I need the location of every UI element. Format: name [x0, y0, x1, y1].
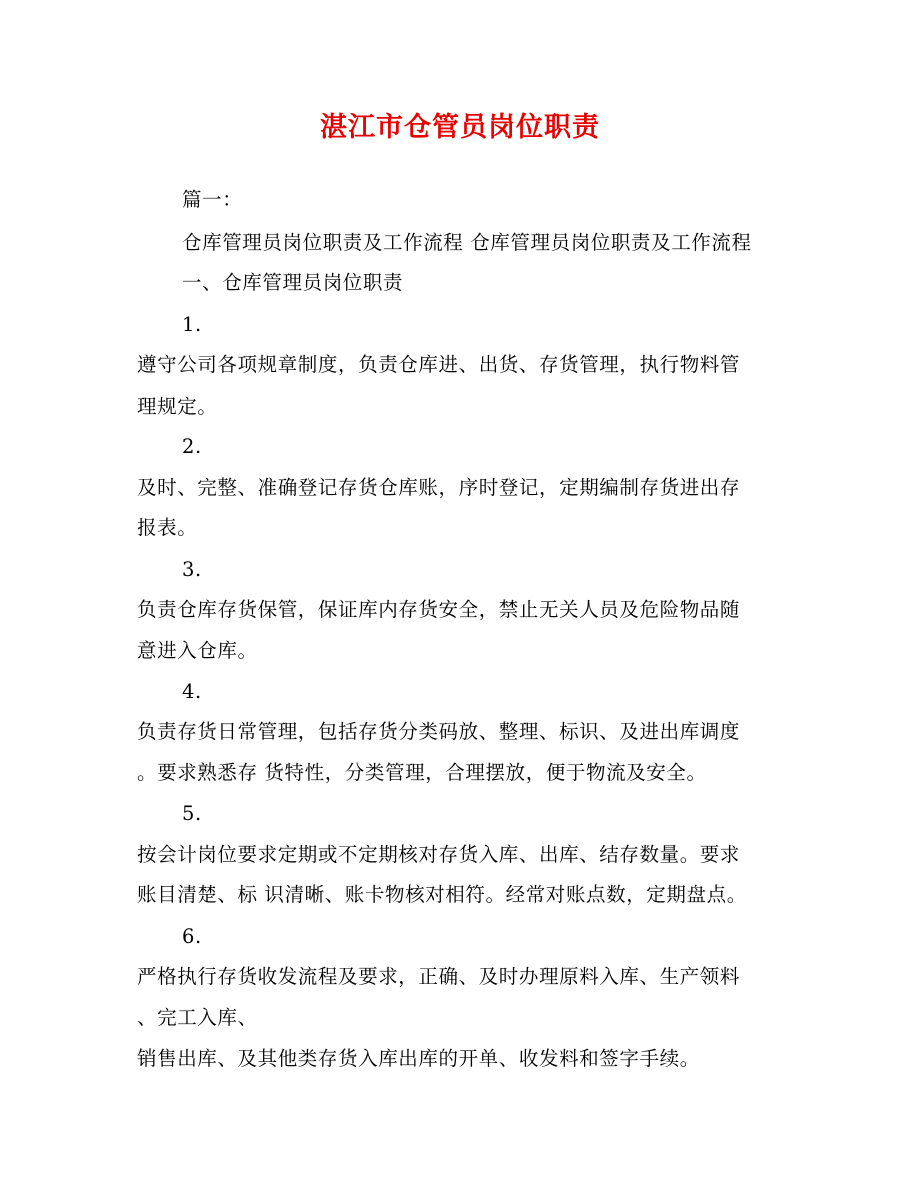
- section-heading: 一、仓库管理员岗位职责: [182, 271, 404, 294]
- document-subtitle: 仓库管理员岗位职责及工作流程 仓库管理员岗位职责及工作流程: [182, 231, 752, 254]
- item-text-line: 账目清楚、标 识清晰、账卡物核对相符。经常对账点数，定期盘点。: [137, 883, 747, 906]
- item-text-line: 遵守公司各项规章制度，负责仓库进、出货、存货管理，执行物料管: [137, 353, 741, 376]
- item-text-line: 意进入仓库。: [137, 639, 258, 662]
- item-text-line: 报表。: [137, 516, 198, 539]
- item-text-line: 销售出库、及其他类存货入库出库的开单、收发料和签字手续。: [137, 1047, 700, 1070]
- item-number: 2.: [182, 435, 202, 458]
- document-title: 湛江市仓管员岗位职责: [320, 112, 600, 143]
- item-text-line: 、完工入库、: [137, 1006, 258, 1029]
- item-text-line: 。要求熟悉存 货特性，分类管理，合理摆放，便于物流及安全。: [137, 761, 707, 784]
- part-label: 篇一：: [182, 188, 243, 211]
- item-text-line: 负责仓库存货保管，保证库内存货安全，禁止无关人员及危险物品随: [137, 598, 741, 621]
- item-text-line: 严格执行存货收发流程及要求，正确、及时办理原料入库、生产领料: [137, 965, 741, 988]
- item-number: 5.: [182, 802, 202, 825]
- item-number: 6.: [182, 925, 202, 948]
- item-number: 3.: [182, 558, 202, 581]
- item-text-line: 按会计岗位要求定期或不定期核对存货入库、出库、结存数量。要求: [137, 843, 741, 866]
- item-number: 1.: [182, 313, 202, 336]
- item-text-line: 理规定。: [137, 395, 218, 418]
- item-number: 4.: [182, 680, 202, 703]
- item-text-line: 负责存货日常管理，包括存货分类码放、整理、标识、及进出库调度: [137, 720, 741, 743]
- item-text-line: 及时、完整、准确登记存货仓库账，序时登记，定期编制存货进出存: [137, 476, 741, 499]
